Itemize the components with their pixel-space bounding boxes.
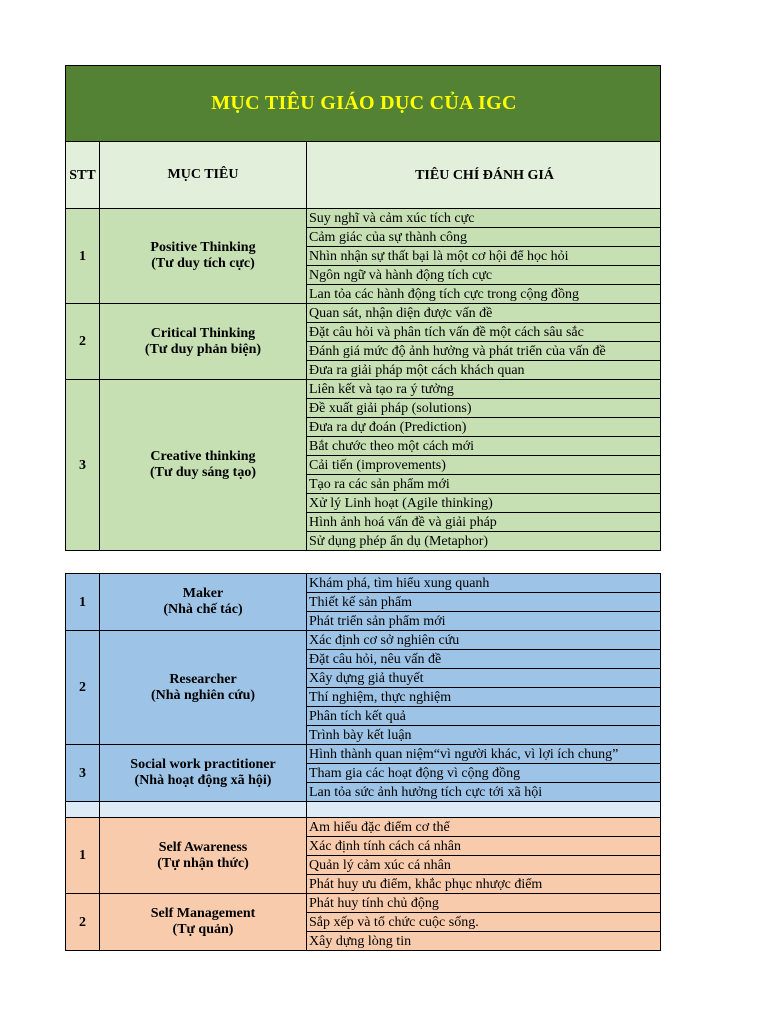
self-goals-table xyxy=(65,817,661,951)
table-row xyxy=(66,380,661,399)
criteria-cell: Suy nghĩ và cảm xúc tích cực xyxy=(307,209,661,228)
criteria-cell: Nhìn nhận sự thất bại là một cơ hội để học hỏi xyxy=(307,247,661,266)
goal-name-en: Self Management xyxy=(150,906,256,921)
criteria-cell: Bắt chước theo một cách mới xyxy=(307,437,661,456)
criteria-cell: Xây dựng giả thuyết xyxy=(307,669,661,688)
goal-cell xyxy=(100,745,307,802)
criteria-cell: Cảm giác của sự thành công xyxy=(307,228,661,247)
goal-name-vi: (Tư duy tích cực) xyxy=(151,256,255,271)
row-number: 2 xyxy=(66,631,100,745)
criteria-cell: Phát huy tính chủ động xyxy=(307,894,661,913)
criteria-cell: Tham gia các hoạt động vì cộng đồng xyxy=(307,764,661,783)
goal-cell xyxy=(100,380,307,551)
goal-name-vi: (Nhà hoạt động xã hội) xyxy=(134,773,272,788)
goal-name-vi: (Tư duy sáng tạo) xyxy=(149,465,257,480)
criteria-cell: Cải tiến (improvements) xyxy=(307,456,661,475)
criteria-cell: Lan tỏa các hành động tích cực trong cộng đồng xyxy=(307,285,661,304)
criteria-cell: Đánh giá mức độ ảnh hưởng và phát triển của vấn đề xyxy=(307,342,661,361)
criteria-cell: Thiết kế sản phẩm xyxy=(307,593,661,612)
table-row xyxy=(66,574,661,593)
criteria-cell: Xây dựng lòng tin xyxy=(307,932,661,951)
header-stt: STT xyxy=(66,142,100,209)
criteria-cell: Phát huy ưu điểm, khắc phục nhược điểm xyxy=(307,875,661,894)
criteria-cell: Đặt câu hỏi, nêu vấn đề xyxy=(307,650,661,669)
criteria-cell: Lan tỏa sức ảnh hưởng tích cực tới xã hội xyxy=(307,783,661,802)
goal-cell xyxy=(100,209,307,304)
table-row xyxy=(66,304,661,323)
criteria-cell: Trình bày kết luận xyxy=(307,726,661,745)
goal-name-en: Creative thinking xyxy=(150,449,256,464)
criteria-cell: Khám phá, tìm hiểu xung quanh xyxy=(307,574,661,593)
goal-name-vi: (Nhà chế tác) xyxy=(163,602,243,617)
criteria-cell: Phát triển sản phẩm mới xyxy=(307,612,661,631)
table-row xyxy=(66,818,661,837)
goal-cell xyxy=(100,304,307,380)
criteria-cell: Sử dụng phép ẩn dụ (Metaphor) xyxy=(307,532,661,551)
goal-cell xyxy=(100,631,307,745)
table-row xyxy=(66,209,661,228)
criteria-cell: Xác định tính cách cá nhân xyxy=(307,837,661,856)
criteria-cell: Xử lý Linh hoạt (Agile thinking) xyxy=(307,494,661,513)
table-row xyxy=(66,631,661,650)
goal-name-en: Social work practitioner xyxy=(130,757,276,772)
goal-name-vi: (Tự quản) xyxy=(172,922,234,937)
criteria-cell: Phân tích kết quả xyxy=(307,707,661,726)
criteria-cell: Quản lý cảm xúc cá nhân xyxy=(307,856,661,875)
goal-cell xyxy=(100,574,307,631)
criteria-cell: Sắp xếp và tổ chức cuộc sống. xyxy=(307,913,661,932)
criteria-cell: Am hiểu đặc điểm cơ thể xyxy=(307,818,661,837)
goal-name-vi: (Tự nhận thức) xyxy=(157,855,249,871)
goal-name-vi: (Nhà nghiên cứu) xyxy=(150,687,256,703)
criteria-cell: Hình thành quan niệm“vì người khác, vì lợi ích chung” xyxy=(307,745,661,764)
row-number: 3 xyxy=(66,745,100,802)
criteria-cell: Quan sát, nhận diện được vấn đề xyxy=(307,304,661,323)
criteria-cell: Tạo ra các sản phẩm mới xyxy=(307,475,661,494)
goal-cell xyxy=(100,894,307,951)
criteria-cell: Đưa ra dự đoán (Prediction) xyxy=(307,418,661,437)
goal-name-vi: (Tư duy phản biện) xyxy=(144,341,262,357)
goal-name-en: Researcher xyxy=(169,671,237,687)
table-row xyxy=(66,745,661,764)
criteria-cell: Đặt câu hỏi và phân tích vấn đề một cách sâu sắc xyxy=(307,323,661,342)
criteria-cell: Liên kết và tạo ra ý tưởng xyxy=(307,380,661,399)
criteria-cell: Ngôn ngữ và hành động tích cực xyxy=(307,266,661,285)
header-criteria: TIÊU CHÍ ĐÁNH GIÁ xyxy=(307,142,661,209)
goal-name-en: Critical Thinking xyxy=(150,325,256,341)
row-number: 2 xyxy=(66,304,100,380)
row-number: 1 xyxy=(66,574,100,631)
header-goal: MỤC TIÊU xyxy=(100,142,307,209)
role-goals-table xyxy=(65,573,661,820)
goal-name-en: Maker xyxy=(182,586,224,601)
row-number: 1 xyxy=(66,209,100,304)
criteria-cell: Hình ảnh hoá vấn đề và giải pháp xyxy=(307,513,661,532)
row-number: 3 xyxy=(66,380,100,551)
page-title: MỤC TIÊU GIÁO DỤC CỦA IGC xyxy=(66,66,661,142)
goal-name-en: Positive Thinking xyxy=(150,240,256,255)
goal-name-en: Self Awareness xyxy=(158,839,248,855)
table-row xyxy=(66,894,661,913)
criteria-cell: Đưa ra giải pháp một cách khách quan xyxy=(307,361,661,380)
row-number: 2 xyxy=(66,894,100,951)
thinking-goals-table xyxy=(65,65,661,551)
criteria-cell: Đề xuất giải pháp (solutions) xyxy=(307,399,661,418)
row-number: 1 xyxy=(66,818,100,894)
criteria-cell: Xác định cơ sở nghiên cứu xyxy=(307,631,661,650)
goal-cell xyxy=(100,818,307,894)
criteria-cell: Thí nghiệm, thực nghiệm xyxy=(307,688,661,707)
